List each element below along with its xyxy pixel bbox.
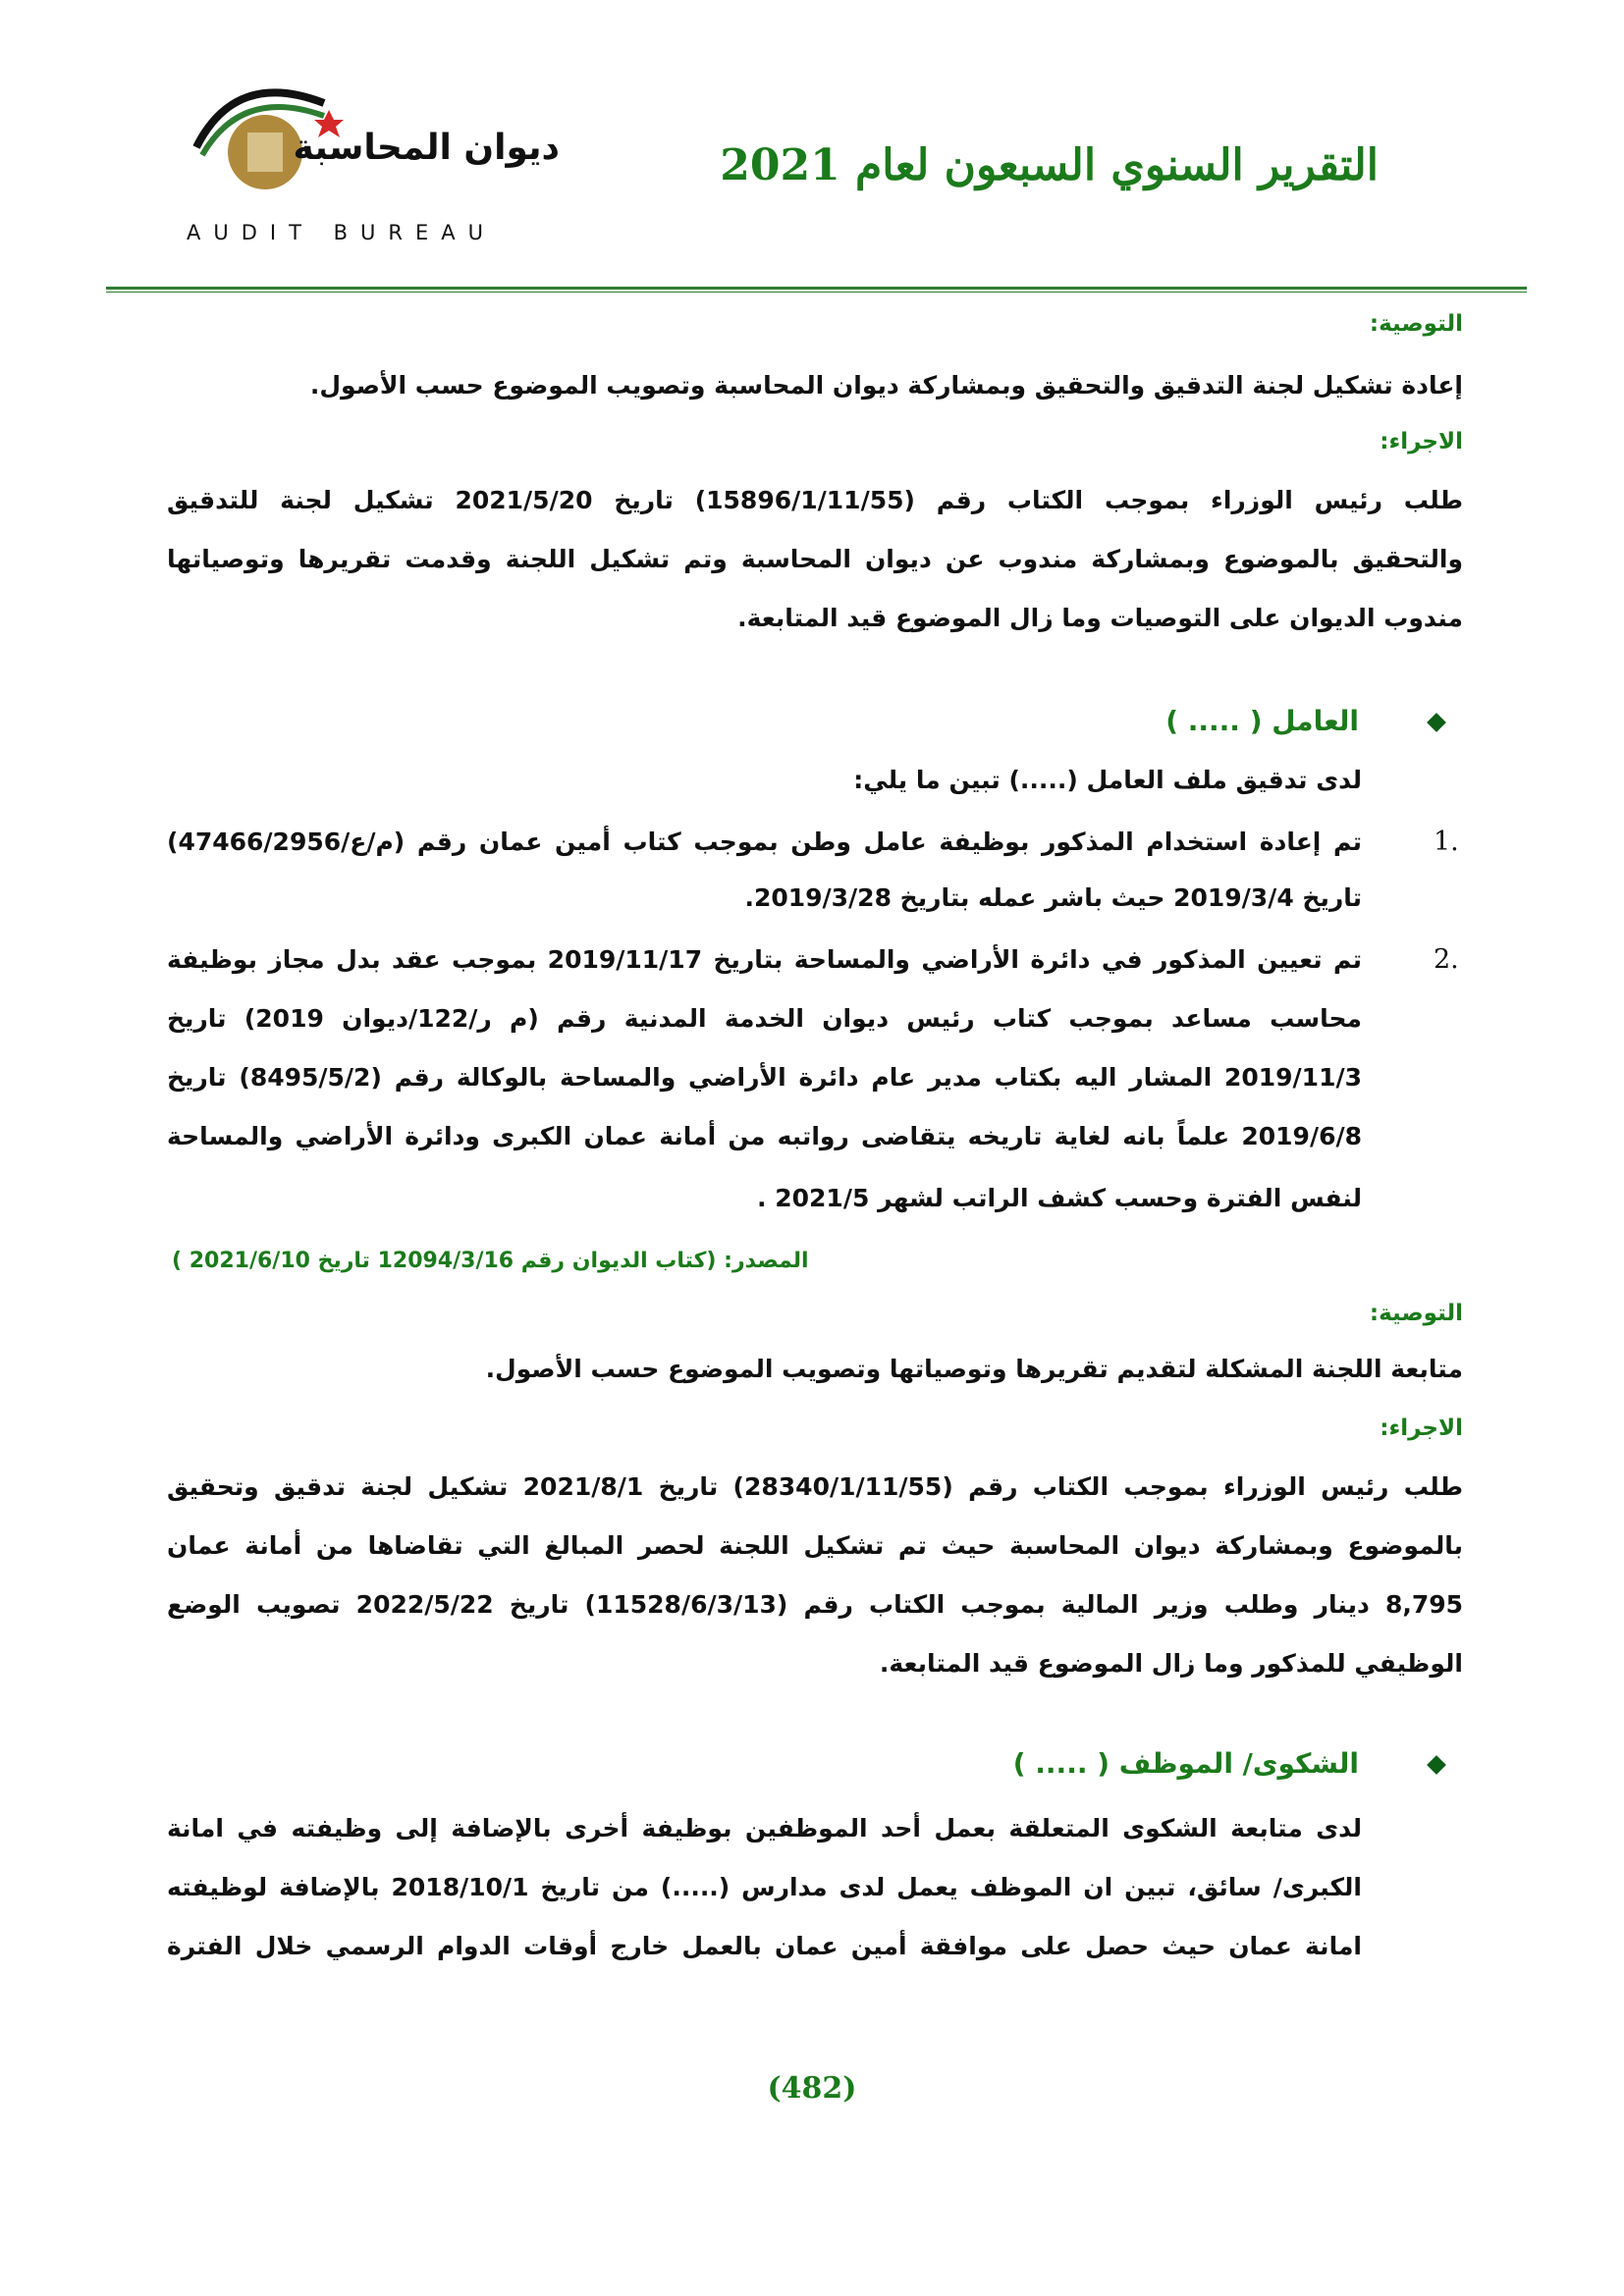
item-line: لنفس الفترة وحسب كشف الراتب لشهر 2021/5 . [757,1184,1362,1212]
item-line: تم تعيين المذكور في دائرة الأراضي والمساحة بتاريخ 2019/11/17 بموجب عقد بدل مجاز بوظيفة [167,945,1362,974]
complaint-line: لدى متابعة الشكوى المتعلقة بعمل أحد الموظفين بوظيفة أخرى بالإضافة إلى وظيفته في امانة [167,1814,1362,1842]
header-divider-thin [106,292,1527,293]
item-number: 2. [1434,944,1459,975]
section-heading-worker: العامل ( ..... ) [1165,705,1359,737]
report-title: التقرير السنوي السبعون لعام 2021 [720,140,1379,190]
action-line: مندوب الديوان على التوصيات وما زال الموضوع قيد المتابعة. [737,604,1463,632]
audit-bureau-logo [177,29,560,255]
recommendation-text: متابعة اللجنة المشكلة لتقديم تقريرها وتوصياتها وتصويب الموضوع حسب الأصول. [485,1355,1463,1383]
action-line: والتحقيق بالموضوع وبمشاركة مندوب عن ديوان المحاسبة وتم تشكيل اللجنة وقدمت تقريرها وتوصياتها [167,545,1463,573]
action-line: الوظيفي للمذكور وما زال الموضوع قيد المتابعة. [879,1649,1463,1678]
item-line: محاسب مساعد بموجب كتاب رئيس ديوان الخدمة المدنية رقم (م ر/122/ديوان 2019) تاريخ [167,1004,1362,1033]
item-line: 2019/6/8 علماً بانه لغاية تاريخه يتقاضى رواتبه من أمانة عمان الكبرى ودائرة الأراضي والمساحة [167,1122,1362,1150]
complaint-line: الكبرى/ سائق، تبين ان الموظف يعمل لدى مدارس (.....) من تاريخ 2018/10/1 بالإضافة لوظيفته [167,1873,1362,1901]
item-line: تم إعادة استخدام المذكور بوظيفة عامل وطن بموجب كتاب أمين عمان رقم (م/ع/47466/2956) [167,828,1362,856]
complaint-line: امانة عمان حيث حصل على موافقة أمين عمان بالعمل خارج أوقات الدوام الرسمي خلال الفترة [167,1932,1362,1960]
action-line: طلب رئيس الوزراء بموجب الكتاب رقم (15896/1/11/55) تاريخ 2021/5/20 تشكيل لجنة للتدقيق [167,486,1463,514]
action-label: الاجراء: [1380,1415,1463,1441]
logo-text-ar: ديوان المحاسبة [293,128,560,168]
source-note: المصدر: (كتاب الديوان رقم 12094/3/16 تاريخ 2021/6/10 ) [172,1249,809,1273]
recommendation-label: التوصية: [1369,311,1463,337]
item-line: تاريخ 2019/3/4 حيث باشر عمله بتاريخ 2019/3/28. [744,883,1362,912]
section-heading-complaint: الشكوى/ الموظف ( ..... ) [1012,1747,1359,1780]
header-divider [106,287,1527,290]
bullet-diamond-icon [1427,713,1446,732]
intro-text: لدى تدقيق ملف العامل (.....) تبين ما يلي: [853,766,1362,794]
action-line: طلب رئيس الوزراء بموجب الكتاب رقم (28340/1/11/55) تاريخ 2021/8/1 تشكيل لجنة تدقيق وتحقيق [167,1472,1463,1501]
logo-text-en: AUDIT BUREAU [187,221,496,244]
bullet-diamond-icon [1427,1755,1446,1775]
item-number: 1. [1434,827,1459,857]
recommendation-text: إعادة تشكيل لجنة التدقيق والتحقيق وبمشاركة ديوان المحاسبة وتصويب الموضوع حسب الأصول. [309,371,1463,400]
item-line: 2019/11/3 المشار اليه بكتاب مدير عام دائرة الأراضي والمساحة بالوكالة رقم (8495/5/2) تاريخ [167,1063,1362,1092]
recommendation-label: التوصية: [1369,1301,1463,1326]
page-number: (482) [767,2071,857,2106]
action-line: بالموضوع وبمشاركة ديوان المحاسبة حيث تم تشكيل اللجنة لحصر المبالغ التي تقاضاها من أمانة عمان [167,1531,1463,1560]
action-line: 8,795 دينار وطلب وزير المالية بموجب الكتاب رقم (11528/6/3/13) تاريخ 2022/5/22 تصويب الوضع [167,1590,1463,1619]
action-label: الاجراء: [1380,429,1463,454]
